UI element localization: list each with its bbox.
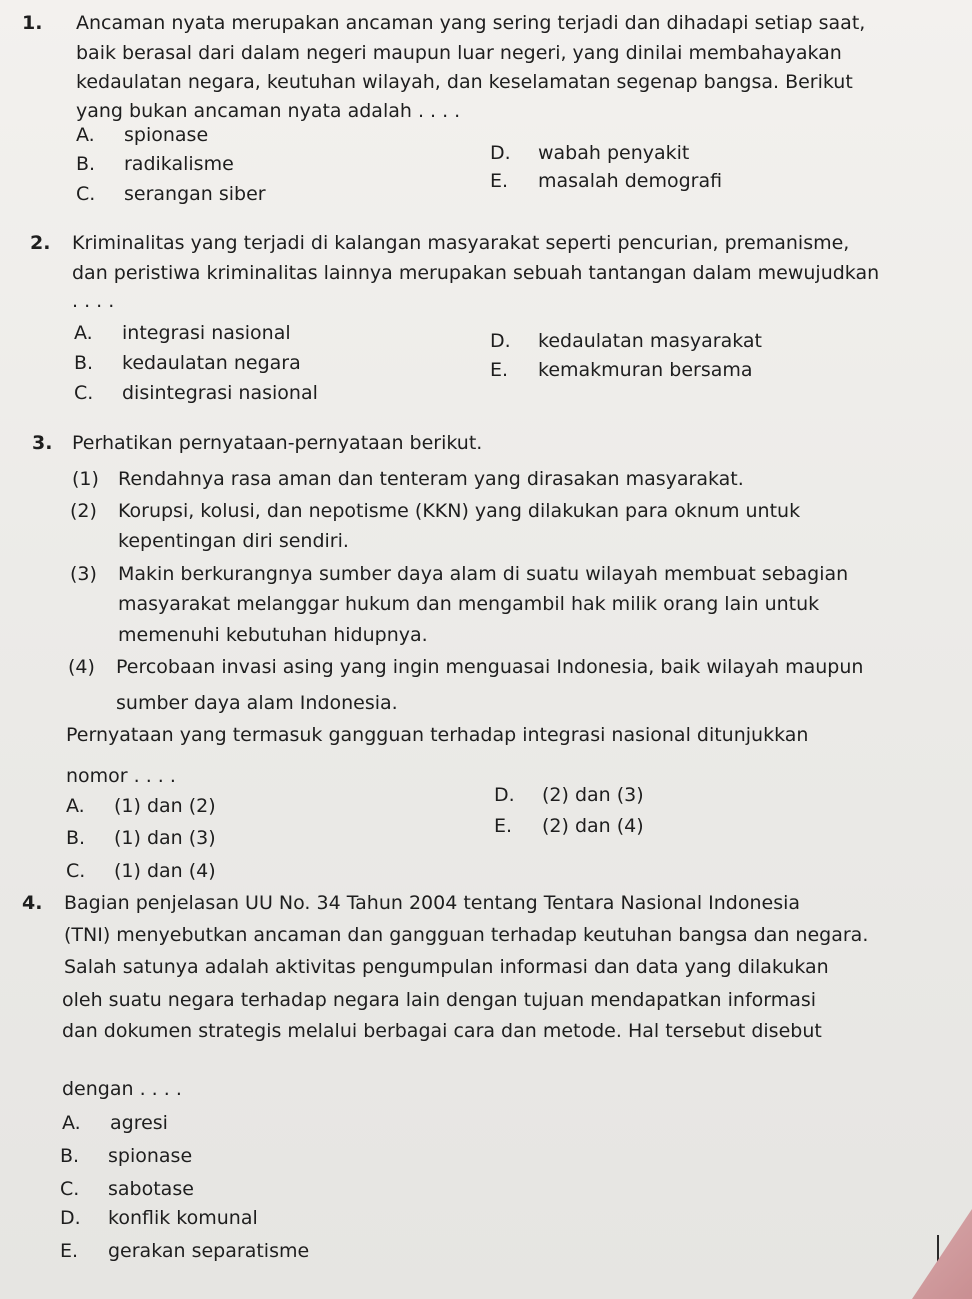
statement-line: memenuhi kebutuhan hidupnya. [118, 624, 428, 646]
option-e[interactable]: E. (2) dan (4) [494, 815, 644, 837]
statement-line: Rendahnya rasa aman dan tenteram yang dirasakan masyarakat. [118, 468, 744, 490]
question-text-line: dengan . . . . [62, 1078, 182, 1100]
option-e[interactable]: E. gerakan separatisme [60, 1240, 310, 1262]
statement-label: (3) [70, 563, 97, 585]
option-b[interactable]: B. spionase [60, 1145, 193, 1167]
statement-line: kepentingan diri sendiri. [118, 530, 349, 552]
question-text-line: dan dokumen strategis melalui berbagai cara dan metode. Hal tersebut disebut [62, 1020, 822, 1042]
option-c[interactable]: C. (1) dan (4) [66, 860, 216, 882]
question-text-line: baik berasal dari dalam negeri maupun luar negeri, yang dinilai membahayakan [76, 42, 842, 64]
statement-label: (4) [68, 656, 95, 678]
option-d[interactable]: D. (2) dan (3) [494, 784, 644, 806]
question-text-line: oleh suatu negara terhadap negara lain dengan tujuan mendapatkan informasi [62, 989, 817, 1011]
option-a[interactable]: A. integrasi nasional [74, 322, 291, 344]
statement-label: (1) [72, 468, 99, 490]
question-number: 3. [32, 432, 53, 454]
question-text-line: Bagian penjelasan UU No. 34 Tahun 2004 tentang Tentara Nasional Indonesia [64, 892, 801, 914]
option-b[interactable]: B. kedaulatan negara [74, 352, 301, 374]
page-corner-decoration [912, 1209, 972, 1299]
question-stem-line: nomor . . . . [66, 765, 176, 787]
question-text-line: . . . . [72, 290, 115, 312]
option-d[interactable]: D. wabah penyakit [490, 142, 690, 164]
question-text-line: yang bukan ancaman nyata adalah . . . . [76, 100, 461, 122]
option-c[interactable]: C. disintegrasi nasional [74, 382, 318, 404]
option-d[interactable]: D. kedaulatan masyarakat [490, 330, 763, 352]
question-text-line: Salah satunya adalah aktivitas pengumpulan informasi dan data yang dilakukan [64, 956, 829, 978]
question-number: 2. [30, 232, 51, 254]
option-b[interactable]: B. radikalisme [76, 153, 234, 175]
option-c[interactable]: C. sabotase [60, 1178, 194, 1200]
question-text-line: (TNI) menyebutkan ancaman dan gangguan terhadap keutuhan bangsa dan negara. [64, 924, 869, 946]
option-e[interactable]: E. kemakmuran bersama [490, 359, 753, 381]
statement-line: Percobaan invasi asing yang ingin menguasai Indonesia, baik wilayah maupun [116, 656, 864, 678]
question-number: 1. [22, 12, 43, 34]
statement-line: sumber daya alam Indonesia. [116, 692, 398, 714]
question-text-line: Kriminalitas yang terjadi di kalangan masyarakat seperti pencurian, premanisme, [72, 232, 850, 254]
option-c[interactable]: C. serangan siber [76, 183, 266, 205]
option-a[interactable]: A. (1) dan (2) [66, 795, 216, 817]
option-a[interactable]: A. agresi [62, 1112, 168, 1134]
option-d[interactable]: D. konflik komunal [60, 1207, 258, 1229]
question-text-line: dan peristiwa kriminalitas lainnya merupakan sebuah tantangan dalam mewujudkan [72, 262, 880, 284]
statement-line: Korupsi, kolusi, dan nepotisme (KKN) yang dilakukan para oknum untuk [118, 500, 801, 522]
question-number: 4. [22, 892, 43, 914]
statement-line: Makin berkurangnya sumber daya alam di suatu wilayah membuat sebagian [118, 563, 849, 585]
statement-line: masyarakat melanggar hukum dan mengambil hak milik orang lain untuk [118, 593, 820, 615]
question-intro: Perhatikan pernyataan-pernyataan berikut. [72, 432, 483, 454]
question-text-line: Ancaman nyata merupakan ancaman yang sering terjadi dan dihadapi setiap saat, [76, 12, 866, 34]
option-b[interactable]: B. (1) dan (3) [66, 827, 216, 849]
option-e[interactable]: E. masalah demografi [490, 170, 723, 192]
question-text-line: kedaulatan negara, keutuhan wilayah, dan keselamatan segenap bangsa. Berikut [76, 71, 853, 93]
option-a[interactable]: A. spionase [76, 124, 209, 146]
statement-label: (2) [70, 500, 97, 522]
question-stem-line: Pernyataan yang termasuk gangguan terhadap integrasi nasional ditunjukkan [66, 724, 809, 746]
